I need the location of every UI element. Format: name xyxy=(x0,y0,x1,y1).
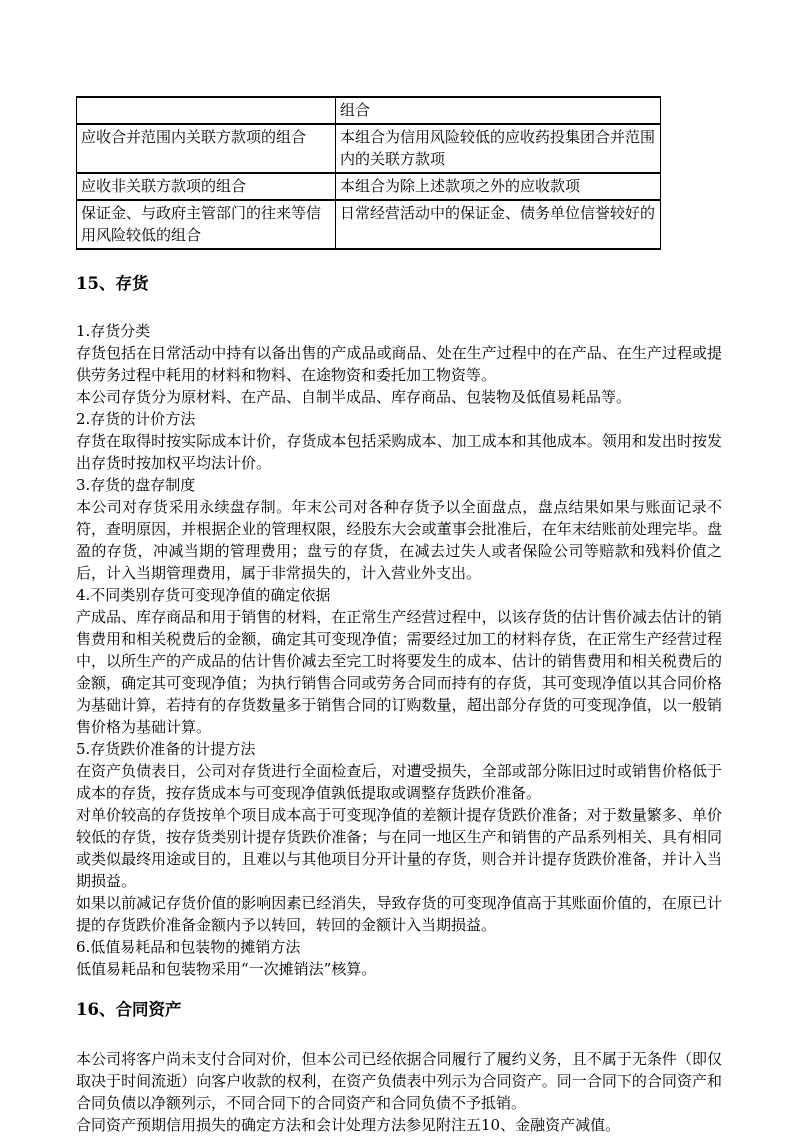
paragraph: 本公司对存货采用永续盘存制。年末公司对各种存货予以全面盘点，盘点结果如果与账面记录不符，查明原因，并根据企业的管理权限，经股东大会或董事会批准后，在年末结账前处理完毕。盘盈的存货，冲减当期的管理费用；盘亏的存货，在减去过失人或者保险公司等赔款和残料价值之后，计入当期管理费用，属于非常损失的，计入营业外支出。 xyxy=(76,498,722,582)
combination-name-cell: 保证金、与政府主管部门的往来等信用风险较低的组合 xyxy=(77,200,336,249)
document-content xyxy=(76,96,722,1136)
table-row xyxy=(77,124,661,173)
paragraph: 5.存货跌价准备的计提方法 xyxy=(76,740,256,758)
paragraph: 存货包括在日常活动中持有以备出售的产成品或商品、处在生产过程中的在产品、在生产过程或提供劳务过程中耗用的材料和物料、在途物资和委托加工物资等。 xyxy=(76,344,722,384)
paragraph: 产成品、库存商品和用于销售的材料，在正常生产经营过程中，以该存货的估计售价减去估计的销售费用和相关税费后的金额，确定其可变现净值；需要经过加工的材料存货，在正常生产经营过程中，以所生产的产成品的估计售价减去至完工时将要发生的成本、估计的销售费用和相关税费后的金额，确定其可变现净值；为执行销售合同或劳务合同而持有的存货，其可变现净值以其合同价格为基础计算，若持有的存货数量多于销售合同的订购数量，超出部分存货的可变现净值，以一般销售价格为基础计算。 xyxy=(76,608,722,736)
table-row xyxy=(77,200,661,249)
combination-name-cell: 应收非关联方款项的组合 xyxy=(77,173,336,200)
combination-basis-cell: 组合 xyxy=(336,97,661,124)
paragraph: 本公司将客户尚未支付合同对价，但本公司已经依据合同履行了履约义务，且不属于无条件（即仅取决于时间流逝）向客户收款的权利，在资产负债表中列示为合同资产。同一合同下的合同资产和合同负债以净额列示，不同合同下的合同资产和合同负债不予抵销。 xyxy=(76,1050,722,1112)
paragraph: 如果以前减记存货价值的影响因素已经消失，导致存货的可变现净值高于其账面价值的，在原已计提的存货跌价准备金额内予以转回，转回的金额计入当期损益。 xyxy=(76,894,722,934)
paragraph: 3.存货的盘存制度 xyxy=(76,476,196,494)
section-heading-inventory: 15、存货 xyxy=(76,274,149,293)
table-row xyxy=(77,173,661,200)
combination-name-cell xyxy=(77,97,336,124)
paragraph: 对单价较高的存货按单个项目成本高于可变现净值的差额计提存货跌价准备；对于数量繁多、单价较低的存货，按存货类别计提存货跌价准备；与在同一地区生产和销售的产品系列相关、具有相同或类似最终用途或目的，且难以与其他项目分开计量的存货，则合并计提存货跌价准备，并计入当期损益。 xyxy=(76,806,722,890)
paragraph: 6.低值易耗品和包装物的摊销方法 xyxy=(76,938,301,956)
combination-basis-cell: 本组合为信用风险较低的应收药投集团合并范围内的关联方款项 xyxy=(336,124,661,173)
combination-basis-cell: 日常经营活动中的保证金、债务单位信誉较好的 xyxy=(336,200,661,249)
paragraph: 合同资产预期信用损失的确定方法和会计处理方法参见附注五10、金融资产减值。 xyxy=(76,1116,621,1134)
paragraph: 在资产负债表日，公司对存货进行全面检查后，对遭受损失，全部或部分陈旧过时或销售价格低于成本的存货，按存货成本与可变现净值孰低提取或调整存货跌价准备。 xyxy=(76,762,722,802)
paragraph: 1.存货分类 xyxy=(76,322,151,340)
combination-name-cell: 应收合并范围内关联方款项的组合 xyxy=(77,124,336,173)
credit-risk-combination-table xyxy=(76,96,661,250)
section-heading-contract-assets: 16、合同资产 xyxy=(76,1000,182,1019)
paragraph: 低值易耗品和包装物采用“一次摊销法”核算。 xyxy=(76,960,377,978)
combination-basis-cell: 本组合为除上述款项之外的应收款项 xyxy=(336,173,661,200)
paragraph: 存货在取得时按实际成本计价，存货成本包括采购成本、加工成本和其他成本。领用和发出时按发出存货时按加权平均法计价。 xyxy=(76,432,722,472)
paragraph: 2.存货的计价方法 xyxy=(76,410,196,428)
paragraph: 4.不同类别存货可变现净值的确定依据 xyxy=(76,586,331,604)
paragraph: 本公司存货分为原材料、在产品、自制半成品、库存商品、包装物及低值易耗品等。 xyxy=(76,388,632,406)
table-row xyxy=(77,97,661,124)
